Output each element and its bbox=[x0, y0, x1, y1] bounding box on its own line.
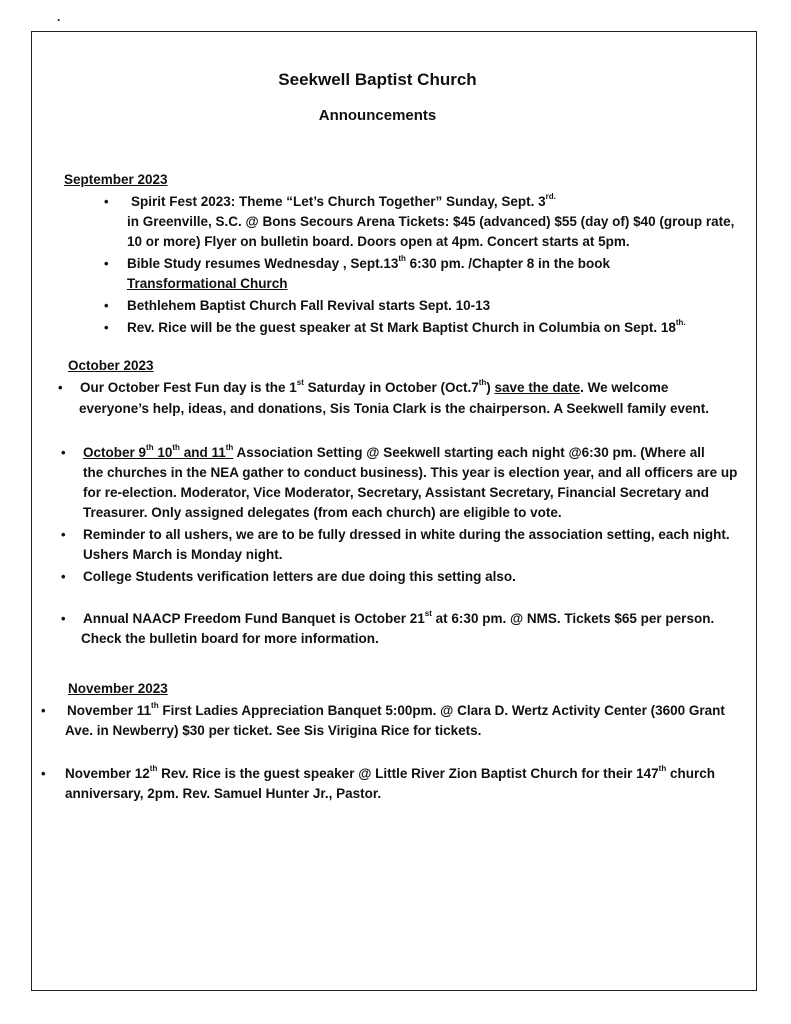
list-item-bible-study: Bible Study resumes Wednesday , Sept.13th 6:30 pm. /Chapter 8 in the book bbox=[127, 253, 610, 271]
list-item-little-river: November 12th Rev. Rice is the guest speaker @ Little River Zion Baptist Church for their 147th church bbox=[65, 763, 715, 781]
bullet-icon: • bbox=[41, 766, 46, 781]
bullet-icon: • bbox=[104, 320, 109, 335]
list-item-association-line4: Treasurer. Only assigned delegates (from each church) are eligible to vote. bbox=[83, 505, 562, 520]
section-heading-october: October 2023 bbox=[68, 358, 154, 373]
section-heading-september: September 2023 bbox=[64, 172, 168, 187]
list-item-little-river-line2: anniversary, 2pm. Rev. Samuel Hunter Jr., Pastor. bbox=[65, 786, 382, 801]
list-item-college: College Students verification letters are due doing this setting also. bbox=[83, 569, 516, 584]
bullet-icon: • bbox=[61, 569, 66, 584]
bullet-icon: • bbox=[58, 380, 63, 395]
bullet-icon: • bbox=[104, 194, 109, 209]
list-item-association-line2: the churches in the NEA gather to conduct business). This year is election year, and all officers are up bbox=[83, 465, 738, 480]
bullet-icon: • bbox=[61, 611, 66, 626]
bullet-icon: • bbox=[104, 256, 109, 271]
list-item-spirit-fest-line2: in Greenville, S.C. @ Bons Secours Arena Tickets: $45 (advanced) $55 (day of) $40 (group rate, bbox=[127, 214, 735, 229]
list-item-naacp-line2: Check the bulletin board for more information. bbox=[81, 631, 379, 646]
list-item-guest-speaker: Rev. Rice will be the guest speaker at St Mark Baptist Church in Columbia on Sept. $18^{th.}$ bbox=[127, 317, 686, 335]
bullet-icon: • bbox=[104, 298, 109, 313]
list-item-october-fest: Our October Fest Fun day is the 1st Saturday in October (Oct.7th) save the date. We welcome bbox=[80, 377, 669, 395]
list-item-october-fest-line2: everyone’s help, ideas, and donations, Sis Tonia Clark is the chairperson. A Seekwell family event. bbox=[79, 401, 709, 416]
section-heading-november: November 2023 bbox=[68, 681, 168, 696]
bullet-icon: • bbox=[61, 445, 66, 460]
list-item-association: October 9th 10th and 11th Association Setting @ Seekwell starting each night @6:30 pm. (Where all bbox=[83, 442, 705, 460]
list-item-ushers-line2: Ushers March is Monday night. bbox=[83, 547, 283, 562]
list-item-association-line3: for re-election. Moderator, Vice Moderator, Secretary, Assistant Secretary, Financial Secretary and bbox=[83, 485, 709, 500]
bullet-icon: • bbox=[41, 703, 46, 718]
bullet-icon: • bbox=[61, 527, 66, 542]
list-item-spirit-fest-line3: 10 or more) Flyer on bulletin board. Doors open at 4pm. Concert starts at 5pm. bbox=[127, 234, 630, 249]
list-item-first-ladies-line2: Ave. in Newberry) $30 per ticket. See Sis Virigina Rice for tickets. bbox=[65, 723, 482, 738]
list-item-naacp: Annual NAACP Freedom Fund Banquet is October 21st at 6:30 pm. @ NMS. Tickets $65 per person. bbox=[83, 608, 715, 626]
page-title: Seekwell Baptist Church bbox=[278, 70, 477, 89]
list-item-revival: Bethlehem Baptist Church Fall Revival starts Sept. 10-13 bbox=[127, 298, 491, 313]
list-item-spirit-fest: Spirit Fest 2023: Theme “Let’s Church Together” Sunday, Sept. $3^{rd.}$ bbox=[131, 191, 556, 209]
list-item-first-ladies: November 11th First Ladies Appreciation Banquet 5:00pm. @ Clara D. Wertz Activity Center (3600 Grant bbox=[67, 700, 725, 718]
book-title: Transformational Church bbox=[127, 276, 288, 291]
list-item-ushers: Reminder to all ushers, we are to be fully dressed in white during the association setting, each night. bbox=[83, 527, 730, 542]
page-subtitle: Announcements bbox=[318, 107, 437, 124]
corner-mark: . bbox=[57, 10, 61, 24]
